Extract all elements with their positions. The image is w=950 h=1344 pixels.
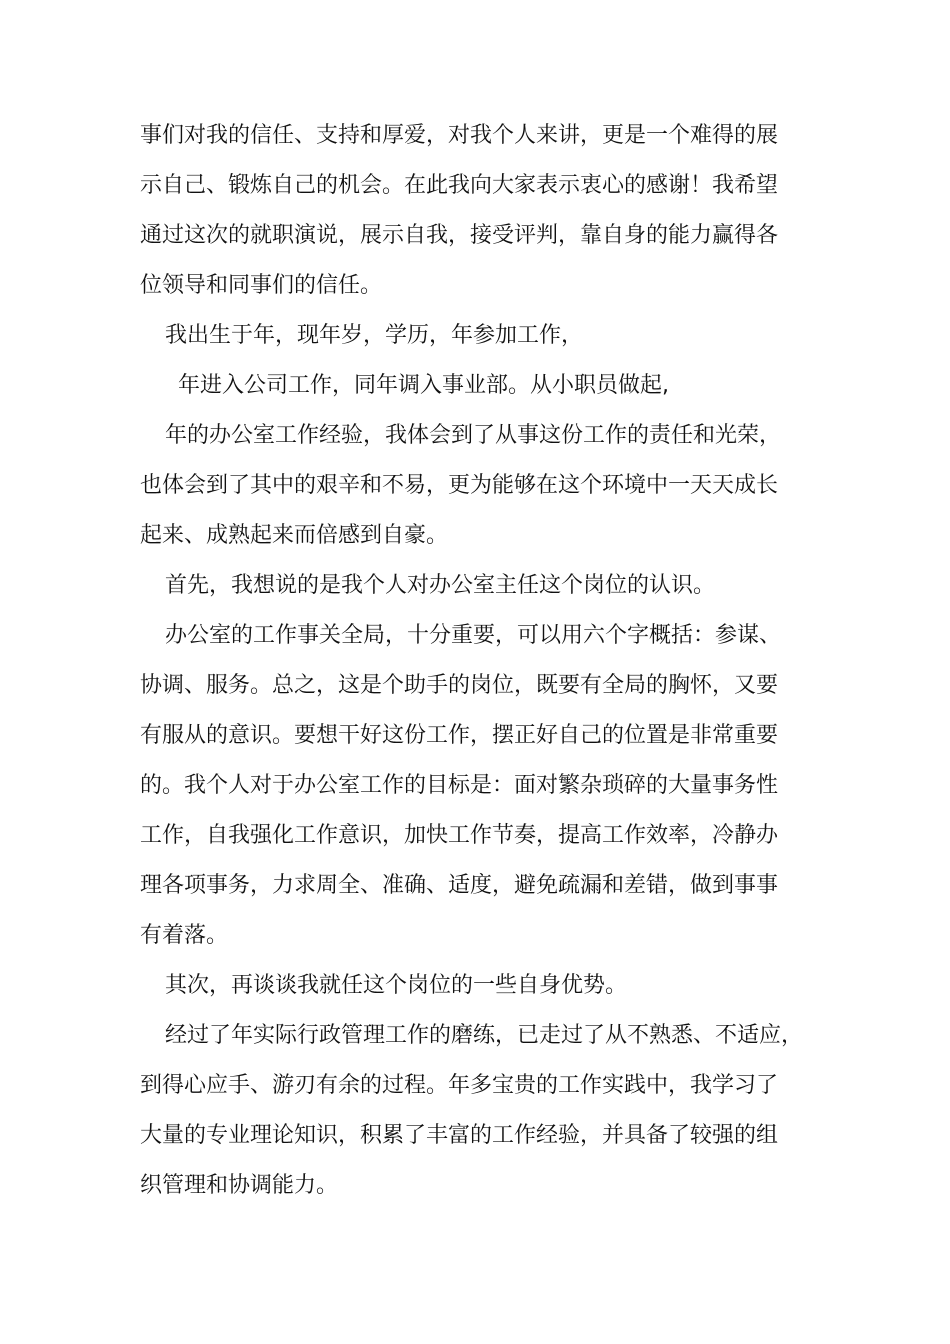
text-line: 通过这次的就职演说，展示自我，接受评判，靠自身的能力赢得各: [140, 223, 779, 248]
text-line: 也体会到了其中的艰辛和不易，更为能够在这个环境中一天天成长: [140, 473, 779, 498]
text-line: 理各项事务，力求周全、准确、适度，避免疏漏和差错，做到事事: [140, 873, 779, 898]
text-line: 其次，再谈谈我就任这个岗位的一些自身优势。: [165, 973, 628, 998]
text-line: 示自己、锻炼自己的机会。在此我向大家表示衷心的感谢！我希望: [140, 173, 779, 198]
text-line: 年的办公室工作经验，我体会到了从事这份工作的责任和光荣，: [165, 423, 782, 448]
text-line: 起来、成熟起来而倍感到自豪。: [140, 523, 449, 548]
text-line: 我出生于年，现年岁，学历，年参加工作，: [165, 323, 584, 348]
text-line: 工作，自我强化工作意识，加快工作节奏，提高工作效率，冷静办: [140, 823, 779, 848]
text-line: 织管理和协调能力。: [140, 1173, 339, 1198]
text-line: 有着落。: [140, 923, 229, 948]
text-line: 首先，我想说的是我个人对办公室主任这个岗位的认识。: [165, 573, 716, 598]
text-line: 事们对我的信任、支持和厚爱，对我个人来讲，更是一个难得的展: [140, 123, 779, 148]
text-line: 办公室的工作事关全局，十分重要，可以用六个字概括：参谋、: [165, 623, 782, 648]
text-line: 到得心应手、游刃有余的过程。年多宝贵的工作实践中，我学习了: [140, 1073, 779, 1098]
text-line: 协调、服务。总之，这是个助手的岗位，既要有全局的胸怀，又要: [140, 673, 779, 698]
text-line: 大量的专业理论知识，积累了丰富的工作经验，并具备了较强的组: [140, 1123, 779, 1148]
text-line: 的。我个人对于办公室工作的目标是：面对繁杂琐碎的大量事务性: [140, 773, 779, 798]
text-line: 位领导和同事们的信任。: [140, 273, 383, 298]
text-line: 年进入公司工作，同年调入事业部。从小职员做起,: [178, 373, 669, 398]
text-line: 有服从的意识。要想干好这份工作，摆正好自己的位置是非常重要: [140, 723, 779, 748]
text-line: 经过了年实际行政管理工作的磨练，已走过了从不熟悉、不适应，: [165, 1023, 804, 1048]
